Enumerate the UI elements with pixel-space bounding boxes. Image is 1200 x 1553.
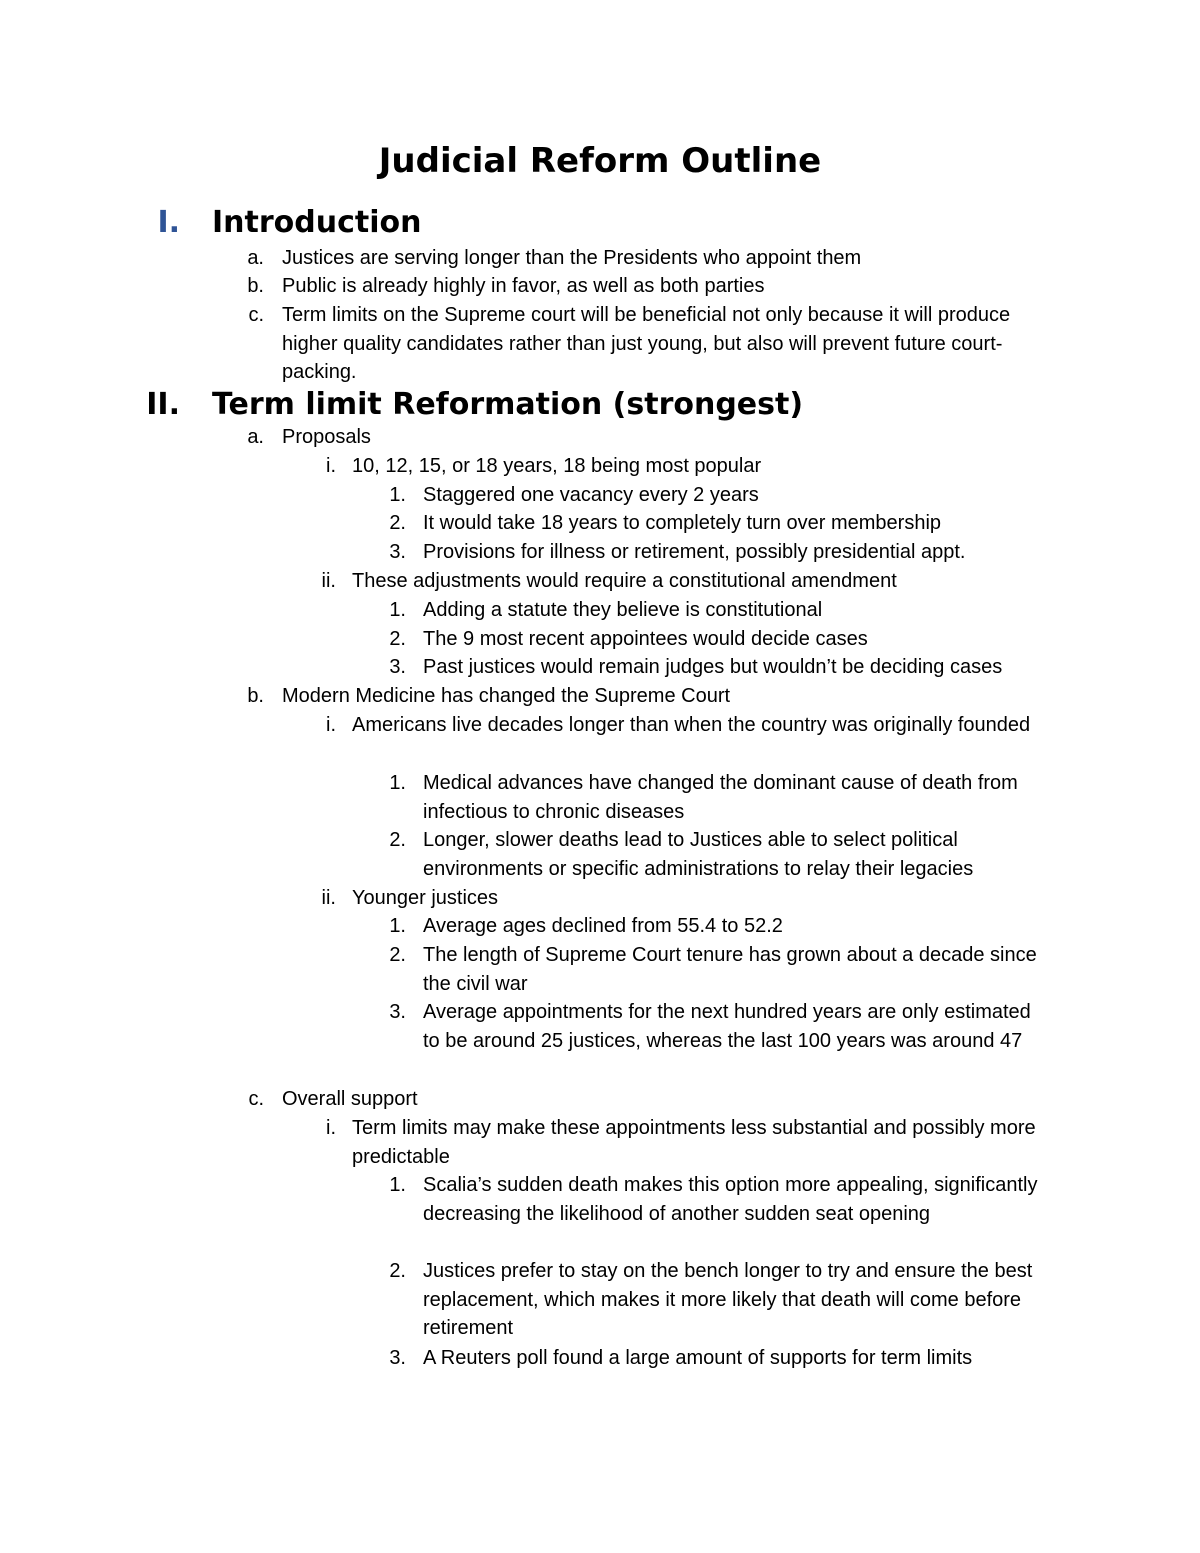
list-item: These adjustments would require a constitutional amendment: [352, 570, 897, 592]
list-marker: i.: [326, 714, 336, 736]
list-item: Modern Medicine has changed the Supreme Court: [282, 685, 731, 707]
list-marker: 1.: [389, 1174, 406, 1196]
list-item: Younger justices: [352, 887, 499, 909]
section-numeral: I.: [157, 205, 180, 240]
list-marker: 2.: [389, 1260, 406, 1282]
list-item: Justices are serving longer than the Presidents who appoint them: [282, 247, 862, 269]
list-item: Average ages declined from 55.4 to 52.2: [423, 915, 783, 937]
list-marker: c.: [248, 304, 264, 326]
list-marker: i.: [326, 1117, 336, 1139]
list-item: Provisions for illness or retirement, possibly presidential appt.: [423, 541, 966, 563]
list-marker: 1.: [389, 599, 406, 621]
list-marker: a.: [247, 247, 264, 269]
list-marker: 1.: [389, 772, 406, 794]
list-marker: 1.: [389, 484, 406, 506]
list-item: The length of Supreme Court tenure has grown about a decade since the civil war: [423, 944, 1037, 995]
list-item: Term limits on the Supreme court will be beneficial not only because it will produce higher quality candidates rather than just young, but also will prevent future court-packing.: [282, 304, 1011, 383]
list-marker: 3.: [389, 656, 406, 678]
list-marker: 2.: [389, 944, 406, 966]
list-item: It would take 18 years to completely turn over membership: [423, 512, 942, 534]
list-item: 10, 12, 15, or 18 years, 18 being most popular: [352, 455, 762, 477]
list-item: Scalia’s sudden death makes this option more appealing, significantly decreasing the likelihood of another sudden seat opening: [423, 1174, 1038, 1225]
section-heading: Introduction: [212, 205, 422, 240]
list-marker: i.: [326, 455, 336, 477]
list-item: The 9 most recent appointees would decide cases: [423, 628, 868, 650]
page-title: Judicial Reform Outline: [378, 141, 822, 181]
list-item: Public is already highly in favor, as well as both parties: [282, 275, 765, 297]
list-marker: 3.: [389, 1347, 406, 1369]
list-item: Staggered one vacancy every 2 years: [423, 484, 759, 506]
section-numeral: II.: [146, 387, 180, 422]
list-marker: b.: [247, 275, 264, 297]
list-item: Longer, slower deaths lead to Justices able to select political environments or specific administrations to relay their legacies: [423, 829, 974, 880]
list-item: Average appointments for the next hundred years are only estimated to be around 25 justices, whereas the last 100 years was around 47: [423, 1001, 1031, 1052]
list-marker: 1.: [389, 915, 406, 937]
list-marker: ii.: [321, 887, 336, 909]
list-item: Past justices would remain judges but wouldn’t be deciding cases: [423, 656, 1003, 678]
list-item: Term limits may make these appointments less substantial and possibly more predictable: [352, 1117, 1036, 1168]
list-item: Proposals: [282, 426, 371, 448]
list-item: A Reuters poll found a large amount of supports for term limits: [423, 1347, 973, 1369]
list-marker: ii.: [321, 570, 336, 592]
list-item: Justices prefer to stay on the bench longer to try and ensure the best replacement, which makes it more likely that death will come before retirement: [423, 1260, 1033, 1339]
section-heading: Term limit Reformation (strongest): [212, 387, 804, 422]
list-item: Medical advances have changed the dominant cause of death from infectious to chronic diseases: [423, 772, 1018, 823]
list-item: Adding a statute they believe is constitutional: [423, 599, 823, 621]
list-marker: a.: [247, 426, 264, 448]
list-item: Overall support: [282, 1088, 418, 1110]
list-marker: b.: [247, 685, 264, 707]
list-marker: 2.: [389, 829, 406, 851]
list-marker: 3.: [389, 541, 406, 563]
list-item: Americans live decades longer than when the country was originally founded: [352, 714, 1031, 736]
list-marker: 2.: [389, 512, 406, 534]
list-marker: 3.: [389, 1001, 406, 1023]
list-marker: 2.: [389, 628, 406, 650]
list-marker: c.: [248, 1088, 264, 1110]
